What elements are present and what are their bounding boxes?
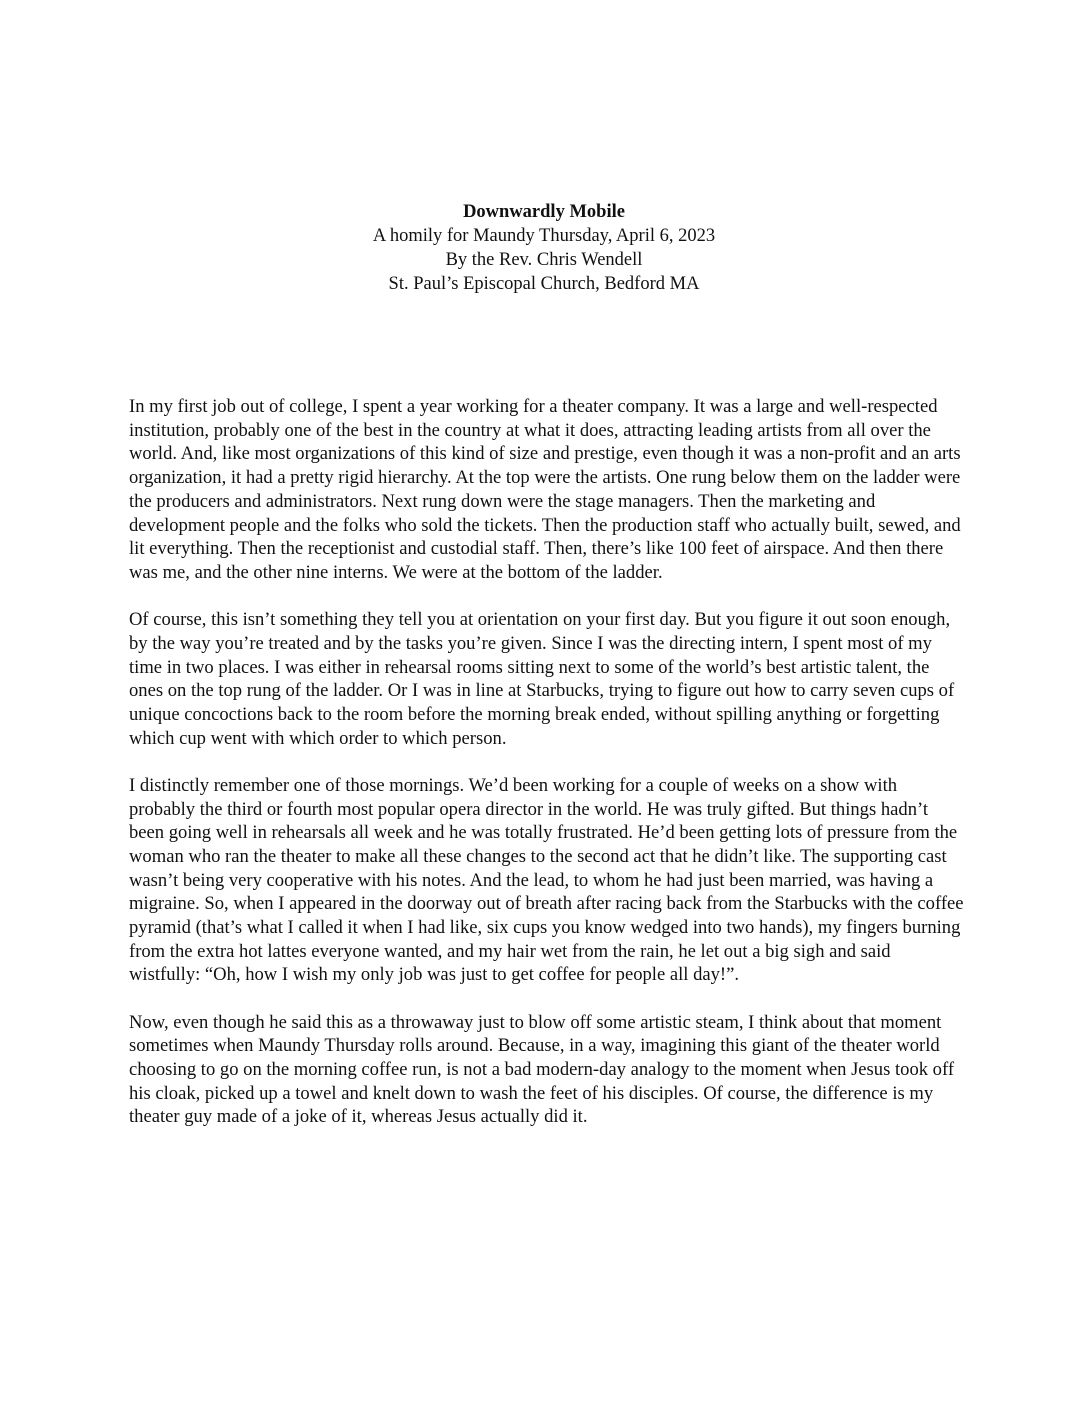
document-body (129, 395, 964, 1153)
document-location: St. Paul’s Episcopal Church, Bedford MA (388, 274, 700, 294)
document-header (0, 200, 1088, 296)
paragraph: In my first job out of college, I spent a year working for a theater company. It was a large and well-respected institution, probably one of the best in the country at what it does, attracting leading artists from all over the world. And, like most organizations of this kind of size and prestige, even though it was a non-profit and an arts organization, it had a pretty rigid hierarchy. At the top were the artists. One rung below them on the ladder were the producers and administrators. Next rung down were the stage managers. Then the marketing and development people and the folks who sold the tickets. Then the production staff who actually built, sewed, and lit everything. Then the receptionist and custodial staff. Then, there’s like 100 feet of airspace. And then there was me, and the other nine interns. We were at the bottom of the ladder. (129, 396, 961, 583)
paragraph: Of course, this isn’t something they tell you at orientation on your first day. But you figure it out soon enough, by the way you’re treated and by the tasks you’re given. Since I was the directing intern, I spent most of my time in two places. I was either in rehearsal rooms sitting next to some of the world’s best artistic talent, the ones on the top rung of the ladder. Or I was in line at Starbucks, trying to figure out how to carry seven cups of unique concoctions back to the room before the morning break ended, without spilling anything or forgetting which cup went with which order to which person. (129, 609, 955, 749)
document-title: Downwardly Mobile (463, 202, 625, 222)
document-author: By the Rev. Chris Wendell (445, 250, 643, 270)
paragraph: Now, even though he said this as a throwaway just to blow off some artistic steam, I think about that moment sometimes when Maundy Thursday rolls around. Because, in a way, imagining this giant of the theater world choosing to go on the morning coffee run, is not a bad modern-day analogy to the moment when Jesus took off his cloak, picked up a towel and knelt down to wash the feet of his disciples. Of course, the difference is my theater guy made of a joke of it, whereas Jesus actually did it. (129, 1011, 955, 1128)
paragraph: I distinctly remember one of those mornings. We’d been working for a couple of weeks on a show with probably the third or fourth most popular opera director in the world. He was truly gifted. But things hadn’t been going well in rehearsals all week and he was totally frustrated. He’d been getting lots of pressure from the woman who ran the theater to make all these changes to the second act that he didn’t like. The supporting cast wasn’t being very cooperative with his notes. And the lead, to whom he had just been married, was having a migraine. So, when I appeared in the doorway out of breath after racing back from the Starbucks with the coffee pyramid (that’s what I called it when I had like, six cups you know wedged into two hands), my fingers burning from the extra hot lattes everyone wanted, and my hair wet from the rain, he let out a big sigh and said wistfully: “Oh, how I wish my only job was just to get coffee for people all day!”. (129, 774, 964, 986)
document-subtitle: A homily for Maundy Thursday, April 6, 2023 (372, 226, 716, 246)
